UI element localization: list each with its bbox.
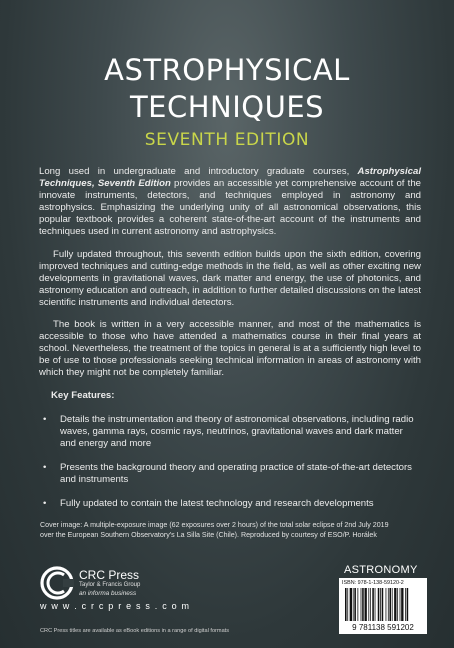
barcode-bar <box>382 588 384 621</box>
book-title-inline: Astrophysical Techniques, Seventh Edition <box>39 166 421 190</box>
title-line-1: ASTROPHYSICAL <box>104 53 350 87</box>
crc-press-logo-icon <box>40 566 74 600</box>
barcode-bar <box>372 588 374 621</box>
barcode-bar <box>347 588 348 621</box>
description-paragraph-3: The book is written in a very accessible manner, and most of the mathematics is accessible to those who have attended a mathematics course in their final years at school. Nevertheless, the treatment of the topics in general is at a sufficiently high level to be of use to those professionals seeking technical information in areas of astronomy with which they might not be completely familiar. <box>39 319 421 379</box>
isbn-barcode-block <box>339 578 427 634</box>
caption-line-2: over the European Southern Observatory’s La Silla Site (Chile). Reproduced by courtesy of ESO/P. Horálek <box>40 531 377 539</box>
barcode-bar <box>365 588 367 621</box>
ebook-note: CRC Press titles are available as eBook editions in a range of digital formats <box>40 628 230 634</box>
key-feature-item: • Fully updated to contain the latest technology and research developments <box>39 498 421 510</box>
barcode-bar <box>353 588 354 621</box>
barcode-bar <box>386 588 387 621</box>
key-features-heading: Key Features: <box>51 389 115 401</box>
publisher-tagline: an informa business <box>79 590 137 597</box>
barcode-bar <box>397 588 398 621</box>
key-feature-item: • Presents the background theory and operating practice of state-of-the-art detectors and instruments <box>39 462 421 486</box>
subject-category: ASTRONOMY <box>344 564 418 576</box>
barcode-bar <box>388 588 389 621</box>
publisher-logo <box>40 566 200 606</box>
barcode-bar <box>361 588 362 621</box>
barcode-bar <box>394 588 396 621</box>
barcode-bar <box>370 588 371 621</box>
description-body <box>39 166 421 522</box>
barcode-bar <box>407 588 409 621</box>
key-features-list <box>39 414 421 511</box>
publisher-website[interactable]: w w w . c r c p r e s s . c o m <box>40 601 191 611</box>
barcode-bar <box>375 588 376 621</box>
edition-label: SEVENTH EDITION <box>144 130 310 150</box>
barcode-bar <box>357 588 358 621</box>
p1-intro: Long used in undergraduate and introductory graduate courses, <box>39 166 358 177</box>
cover-image-caption <box>40 520 420 540</box>
title-line-2: TECHNIQUES <box>129 90 325 124</box>
isbn-label: ISBN: 978-1-138-59120-2 <box>342 580 404 586</box>
p1-rest: provides an accessible yet comprehensive account of the innovate instruments, detectors, and techniques employed in astronomy and astrophysics. Emphasizing the underlying unity of all astronomical observations, this popular textbook provides a coherent state-of-the-art account of the instruments and techniques used in current astronomy and astrophysics. <box>39 178 421 238</box>
barcode-bar <box>345 588 347 621</box>
barcode-digits: 9 781138 591202 <box>352 623 414 632</box>
description-paragraph-2: Fully updated throughout, this seventh edition builds upon the sixth edition, covering improved techniques and cutting-edge methods in the field, as well as other exciting new developments in gravitational waves, dark matter and energy, the use of photonics, and astronomy education and outreach, in addition to further detailed discussions on the latest scientific instruments and individual detectors. <box>39 248 421 308</box>
barcode-bar <box>362 588 364 621</box>
barcode-bar <box>400 588 401 621</box>
barcode-bar <box>405 588 406 621</box>
barcode-bar <box>401 588 403 621</box>
barcode-graphic <box>344 588 422 632</box>
caption-line-1: Cover image: A multiple-exposure image (62 exposures over 2 hours) of the total solar eclipse of 2nd July 2019 <box>40 521 389 529</box>
barcode-bar <box>389 588 391 621</box>
barcode-bar <box>378 588 380 621</box>
description-paragraph-1 <box>39 166 421 239</box>
barcode-bar <box>368 588 369 621</box>
barcode-bar <box>380 588 381 621</box>
barcode-bar <box>392 588 393 621</box>
publisher-group: Taylor & Francis Group <box>79 582 141 588</box>
barcode-bar <box>354 588 356 621</box>
key-feature-item: • Details the instrumentation and theory of astronomical observations, including radio waves, gamma rays, cosmic rays, neutrinos, gravitational waves and dark matter and energy and more <box>39 414 421 450</box>
barcode-bar <box>350 588 352 621</box>
publisher-name: CRC Press <box>79 568 140 582</box>
